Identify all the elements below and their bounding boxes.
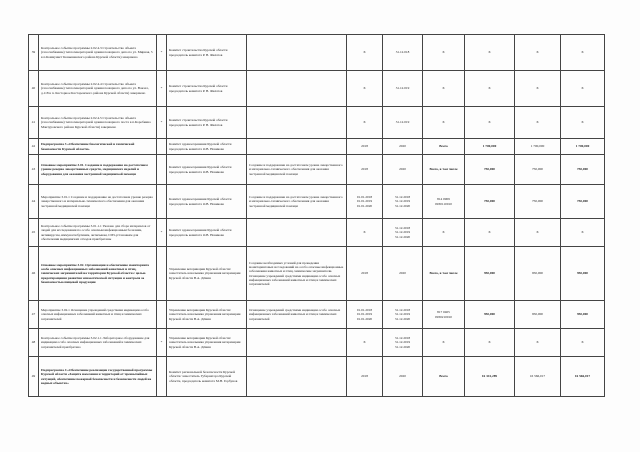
measure-name: Основное мероприятие 3.02. Организация и обеспечение мониторинга особо опасных инфекционных заболеваний животных и птиц, химических загрязнителей на территории Курской области с целью предотвращения развития эпизоотической ситуации и контроля за безопасностью пищевой продукции xyxy=(39,247,157,301)
end-date: 31.12.2018 31.12.2019 31.12.2020 xyxy=(383,219,423,247)
responsible-executor: Комитет строительства Курской области председатель комитета Р. В. Филатов xyxy=(167,71,247,107)
end-date: 2020 xyxy=(383,139,423,155)
table-row xyxy=(29,35,605,71)
year-amount-2: 750,000 xyxy=(561,185,605,219)
budget-classification: 814 0909 0930110010 xyxy=(423,185,465,219)
total-amount: X xyxy=(465,35,515,71)
expected-result xyxy=(247,357,347,397)
total-amount: X xyxy=(465,329,515,357)
star-mark xyxy=(157,357,167,397)
star-mark xyxy=(157,139,167,155)
start-date: X xyxy=(347,219,383,247)
total-amount: 750,000 xyxy=(465,185,515,219)
end-date: 2020 xyxy=(383,155,423,185)
expected-result: Создание и поддержание на достаточном уровне лекарственного и материально-технического обеспечения для оказания экстренной медицинской помощи xyxy=(247,155,347,185)
year-amount-1: X xyxy=(515,329,561,357)
table-row xyxy=(29,185,605,219)
responsible-executor: Управление ветеринарии Курской области/заместитель начальника управления ветеринарии Курской области В.А. Дёмин xyxy=(167,301,247,329)
star-mark: * xyxy=(157,71,167,107)
table-row xyxy=(29,107,605,139)
budget-classification: Всего, в том числе xyxy=(423,247,465,301)
budget-classification: Всего xyxy=(423,139,465,155)
table-row xyxy=(29,139,605,155)
budget-classification: X xyxy=(423,71,465,107)
budget-classification: X xyxy=(423,107,465,139)
star-mark xyxy=(157,247,167,301)
plan-table xyxy=(28,34,605,397)
year-amount-2: X xyxy=(561,107,605,139)
year-amount-1: X xyxy=(515,71,561,107)
year-amount-1: 950,000 xyxy=(515,301,561,329)
budget-classification: Всего xyxy=(423,357,465,397)
table-row xyxy=(29,247,605,301)
end-date: 31.12.2018 31.12.2019 31.12.2020 xyxy=(383,329,423,357)
year-amount-2: X xyxy=(561,329,605,357)
year-amount-1: X xyxy=(515,35,561,71)
row-number: 41 xyxy=(29,107,39,139)
start-date: X xyxy=(347,35,383,71)
total-amount: 950,000 xyxy=(465,247,515,301)
start-date: 01.01.2018 01.01.2019 01.01.2020 xyxy=(347,185,383,219)
measure-name: Контрольное событие программы 3.02.1.1 Лабораторное оборудование для индикации особо опасных инфекционных заболеваний и химических загрязнителей приобретено xyxy=(39,329,157,357)
total-amount: 1 700,000 xyxy=(465,139,515,155)
measure-name: Контрольное событие программы 2.02.4.4 Строительство объекта (газоснабжение) теплогенераторной здания пожарного депо по ул. Вокзал, д.118 в п. Касторное Касторенского района Курской области) завершено xyxy=(39,71,157,107)
expected-result xyxy=(247,329,347,357)
end-date: 31.12.019 xyxy=(383,71,423,107)
measure-name: Подпрограмма 3 «Обеспечение биологической и химической безопасности Курской области» xyxy=(39,139,157,155)
year-amount-1: X xyxy=(515,219,561,247)
budget-classification: X xyxy=(423,329,465,357)
year-amount-2: 16 566,017 xyxy=(561,357,605,397)
start-date: X xyxy=(347,71,383,107)
table-row xyxy=(29,301,605,329)
year-amount-2: X xyxy=(561,71,605,107)
measure-name: Мероприятие 3.01.1 Создание и поддержание на достаточном уровне резерва лекарственного и материально-технического обеспечения для оказания экстренной медицинской помощи xyxy=(39,185,157,219)
star-mark: * xyxy=(157,329,167,357)
total-amount: 950,000 xyxy=(465,301,515,329)
total-amount: X xyxy=(465,219,515,247)
total-amount: 750,000 xyxy=(465,155,515,185)
year-amount-2: 1 700,000 xyxy=(561,139,605,155)
budget-classification: 817 0405 0930210010 xyxy=(423,301,465,329)
year-amount-1: X xyxy=(515,107,561,139)
expected-result xyxy=(247,219,347,247)
expected-result xyxy=(247,71,347,107)
star-mark xyxy=(157,301,167,329)
responsible-executor: Комитет региональной безопасности Курской области/ заместитель Губернатора Курской области, председатель комитета М.Н. Горбунов xyxy=(167,357,247,397)
row-number: 49 xyxy=(29,357,39,397)
end-date: 31.12.2018 31.12.2019 31.12.2020 xyxy=(383,301,423,329)
responsible-executor: Комитет здравоохранения Курской области председатель комитета О.В. Новикова xyxy=(167,139,247,155)
end-date: 31.12.2018 31.12.2019 31.12.2020 xyxy=(383,185,423,219)
responsible-executor: Комитет здравоохранения Курской области председатель комитета О.В. Новикова xyxy=(167,219,247,247)
budget-classification: Всего, в том числе xyxy=(423,155,465,185)
expected-result xyxy=(247,139,347,155)
start-date: 01.01.2018 01.01.2019 01.01.2020 xyxy=(347,301,383,329)
expected-result: Создание необходимых условий для проведения мониторинговых исследований на особо опасные инфекционные заболевания животных и птиц, химические загрязнители. Оснащение учреждений средствами индикации особо опасных инфекционных заболеваний животных и птиц и химических загрязнителей xyxy=(247,247,347,301)
row-number: 46 xyxy=(29,247,39,301)
total-amount: X xyxy=(465,71,515,107)
end-date: 2020 xyxy=(383,247,423,301)
responsible-executor: Комитет здравоохранения Курской области председатель комитета О.В. Новикова xyxy=(167,185,247,219)
year-amount-2: X xyxy=(561,219,605,247)
year-amount-1: 1 700,000 xyxy=(515,139,561,155)
table-row xyxy=(29,71,605,107)
table-row xyxy=(29,219,605,247)
row-number: 39 xyxy=(29,35,39,71)
measure-name: Контрольное событие программы 2.02.4.3 Строительство объекта (газоснабжение) теплогенераторной здания пожарного депо по ул. Мирная, 5 в п.Коммунист Конышевского района Курской области) завершено xyxy=(39,35,157,71)
start-date: X xyxy=(347,329,383,357)
row-number: 40 xyxy=(29,71,39,107)
row-number: 47 xyxy=(29,301,39,329)
start-date: X xyxy=(347,107,383,139)
star-mark: * xyxy=(157,107,167,139)
row-number: 48 xyxy=(29,329,39,357)
year-amount-2: X xyxy=(561,35,605,71)
measure-name: Контрольное событие программы 2.02.4.5 Строительство объекта (газоснабжение) теплогенераторной здания пожарного поста в п.Коробкина Мантуровского района Курской области) завершено xyxy=(39,107,157,139)
responsible-executor: Комитет строительства Курской области председатель комитета Р. В. Филатов xyxy=(167,107,247,139)
expected-result: Создание и поддержание на достаточном уровне лекарственного и материально-технического обеспечения для оказания экстренной медицинской помощи xyxy=(247,185,347,219)
responsible-executor: Управление ветеринарии Курской области/заместитель начальника управления ветеринарии Курской области В.А. Дёмин xyxy=(167,247,247,301)
year-amount-2: 950,000 xyxy=(561,247,605,301)
measure-name: Мероприятие 3.02.1 Оснащение учреждений средствами индикации особо опасных инфекционных заболеваний животных и птиц и химических загрязнителей xyxy=(39,301,157,329)
end-date: 2020 xyxy=(383,357,423,397)
measure-name: Подпрограмма 4 «Обеспечение реализации государственной программы Курской области «Защита населения и территорий от чрезвычайных ситуаций, обеспечение пожарной безопасности и безопасности людей на водных объектах» xyxy=(39,357,157,397)
responsible-executor: Комитет строительства Курской области председатель комитета Р. В. Филатов xyxy=(167,35,247,71)
expected-result: Оснащение учреждений средствами индикации особо опасных инфекционных заболеваний животных и птиц и химических загрязнителей xyxy=(247,301,347,329)
expected-result xyxy=(247,35,347,71)
measure-name: Контрольное событие программы 3.01.1.1 Указано для сбора материалов от людей для исследования по особо опасным инфекционным болезням, антивирусам, иммуноглобулинам, антисывам, СИЗ-установкам для обеспечения медицинских отходов приобретены xyxy=(39,219,157,247)
start-date: 2018 xyxy=(347,247,383,301)
row-number: 43 xyxy=(29,155,39,185)
start-date: 2018 xyxy=(347,139,383,155)
measure-name: Основное мероприятие 3.01. Создание и поддержание на достаточном уровне резерва лекарственных средств, медицинских изделий и оборудования для оказания экстренной медицинской помощи xyxy=(39,155,157,185)
year-amount-1: 16 566,017 xyxy=(515,357,561,397)
year-amount-2: 950,000 xyxy=(561,301,605,329)
end-date: 31.12.019 xyxy=(383,107,423,139)
row-number: 44 xyxy=(29,185,39,219)
table-row xyxy=(29,357,605,397)
row-number: 45 xyxy=(29,219,39,247)
star-mark xyxy=(157,185,167,219)
total-amount: 16 341,289 xyxy=(465,357,515,397)
table-row xyxy=(29,155,605,185)
expected-result xyxy=(247,107,347,139)
row-number: 42 xyxy=(29,139,39,155)
year-amount-1: 750,000 xyxy=(515,185,561,219)
star-mark: * xyxy=(157,35,167,71)
table-row xyxy=(29,329,605,357)
start-date: 2018 xyxy=(347,357,383,397)
budget-classification: X xyxy=(423,219,465,247)
star-mark: * xyxy=(157,219,167,247)
end-date: 31.12.018 xyxy=(383,35,423,71)
year-amount-1: 950,000 xyxy=(515,247,561,301)
total-amount: X xyxy=(465,107,515,139)
star-mark xyxy=(157,155,167,185)
start-date: 2018 xyxy=(347,155,383,185)
budget-classification: X xyxy=(423,35,465,71)
responsible-executor: Комитет здравоохранения Курской области председатель комитета О.В. Новикова xyxy=(167,155,247,185)
responsible-executor: Управление ветеринарии Курской области/заместитель начальника управления ветеринарии Курской области В.А. Дёмин xyxy=(167,329,247,357)
year-amount-2: 750,000 xyxy=(561,155,605,185)
year-amount-1: 750,000 xyxy=(515,155,561,185)
